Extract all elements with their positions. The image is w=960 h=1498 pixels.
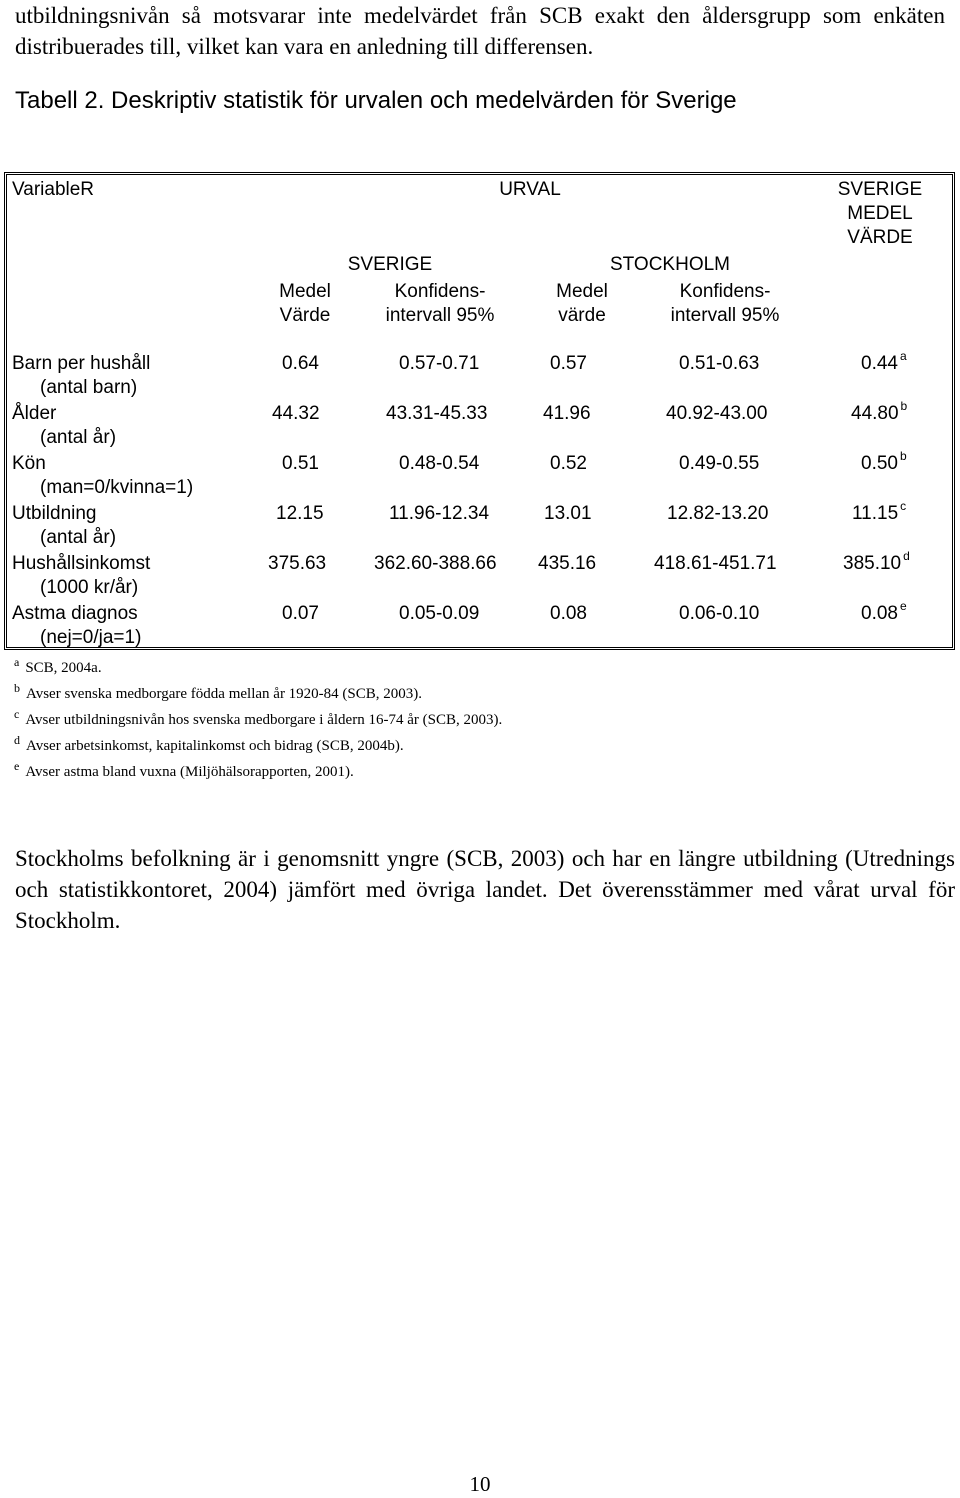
cell-stockholm-mean: 41.96 — [543, 403, 591, 424]
row-label: Hushållsinkomst — [12, 553, 151, 574]
cell-stockholm-mean: 0.57 — [550, 353, 587, 374]
header-variable: VariableR — [12, 179, 95, 200]
row-sublabel: (man=0/kvinna=1) — [40, 477, 194, 498]
cell-stockholm-ci: 418.61-451.71 — [654, 553, 777, 574]
footnote-text: SCB, 2004a. — [25, 660, 102, 676]
footnote-marker: e — [899, 598, 907, 613]
footnote-marker: b — [900, 398, 908, 413]
footnote-text: Avser arbetsinkomst, kapitalinkomst och bidrag (SCB, 2004b). — [26, 738, 404, 754]
header-konf-2a: Konfidens- — [679, 281, 771, 302]
footnote-marker: a — [899, 348, 907, 363]
cell-stockholm-ci: 0.51-0.63 — [679, 353, 760, 374]
national-value-text: 0.50 — [861, 453, 898, 474]
header-sverige-medel-3: VÄRDE — [847, 227, 913, 248]
table-caption: Tabell 2. Deskriptiv statistik för urvalen och medelvärden för Sverige — [15, 87, 737, 114]
cell-stockholm-mean: 13.01 — [544, 503, 592, 524]
cell-sverige-mean: 0.51 — [282, 453, 319, 474]
footnote-b — [14, 681, 423, 704]
cell-stockholm-mean: 435.16 — [538, 553, 597, 574]
row-label: Ålder — [12, 403, 57, 424]
header-varde-2: värde — [558, 305, 606, 326]
footnote-marker: d — [903, 548, 910, 563]
national-value-text: 44.80 — [851, 403, 899, 424]
footnote-mark: a — [14, 655, 20, 669]
cell-national-value — [861, 598, 907, 626]
cell-national-value — [851, 398, 908, 426]
header-medel-1: Medel — [279, 281, 331, 302]
national-value-text: 385.10 — [843, 553, 902, 574]
body-text: Stockholms befolkning är i genomsnitt yngre (SCB, 2003) och har en längre utbildning (Utrednings och statistikkontoret, 2004) jämfört med övriga landet. Det överensstämmer med vårat urval för Stockholm. — [15, 846, 955, 933]
footnote-mark: e — [14, 759, 20, 773]
cell-sverige-mean: 375.63 — [268, 553, 327, 574]
row-label: Astma diagnos — [12, 603, 138, 624]
footnote-mark: b — [14, 681, 20, 695]
intro-text: utbildningsnivån så motsvarar inte medelvärdet från SCB exakt den åldersgrupp som enkäten distribuerades till, vilket kan vara en anledning till differensen. — [15, 3, 945, 59]
footnote-text: Avser astma bland vuxna (Miljöhälsorapporten, 2001). — [25, 764, 354, 780]
header-konf-2b: intervall 95% — [670, 305, 780, 326]
footnote-mark: c — [14, 707, 20, 721]
header-group-stockholm: STOCKHOLM — [609, 254, 730, 275]
cell-sverige-mean: 0.64 — [282, 353, 319, 374]
cell-national-value — [843, 548, 910, 576]
cell-stockholm-ci: 0.49-0.55 — [679, 453, 760, 474]
footnote-marker: b — [899, 448, 907, 463]
cell-sverige-ci: 0.57-0.71 — [399, 353, 480, 374]
footnote-mark: d — [14, 733, 20, 747]
cell-stockholm-ci: 12.82-13.20 — [667, 503, 769, 524]
cell-stockholm-ci: 40.92-43.00 — [666, 403, 768, 424]
page-number: 10 — [469, 1472, 491, 1496]
header-sverige-medel-2: MEDEL — [847, 203, 913, 224]
national-value-text: 0.08 — [861, 603, 898, 624]
national-value-text: 11.15 — [852, 503, 899, 524]
header-group-sverige: SVERIGE — [347, 254, 433, 275]
header-varde-1: Värde — [279, 305, 331, 326]
row-sublabel: (antal barn) — [40, 377, 138, 398]
footnote-c — [14, 707, 503, 730]
row-sublabel: (1000 kr/år) — [40, 577, 139, 598]
cell-national-value — [852, 498, 907, 526]
cell-stockholm-mean: 0.52 — [550, 453, 587, 474]
footnote-marker: c — [900, 498, 907, 513]
cell-sverige-ci: 362.60-388.66 — [374, 553, 497, 574]
footnote-a — [14, 655, 102, 678]
footnote-e — [14, 759, 354, 782]
cell-sverige-ci: 0.48-0.54 — [399, 453, 480, 474]
header-sverige-medel-1: SVERIGE — [837, 179, 923, 200]
footnote-d — [14, 733, 404, 756]
cell-sverige-mean: 12.15 — [276, 503, 324, 524]
row-sublabel: (nej=0/ja=1) — [40, 627, 142, 648]
footnote-text: Avser utbildningsnivån hos svenska medborgare i åldern 16-74 år (SCB, 2003). — [25, 712, 503, 728]
row-label: Utbildning — [12, 503, 97, 524]
header-urval: URVAL — [499, 179, 561, 200]
intro-paragraph — [15, 0, 945, 62]
row-sublabel: (antal år) — [40, 427, 117, 448]
row-label: Kön — [12, 453, 46, 474]
footnote-text: Avser svenska medborgare födda mellan år 1920-84 (SCB, 2003). — [26, 686, 423, 702]
cell-sverige-ci: 43.31-45.33 — [386, 403, 488, 424]
cell-sverige-mean: 44.32 — [272, 403, 320, 424]
cell-sverige-ci: 11.96-12.34 — [389, 503, 490, 524]
row-label: Barn per hushåll — [12, 353, 151, 374]
header-konf-1b: intervall 95% — [385, 305, 495, 326]
cell-stockholm-mean: 0.08 — [550, 603, 587, 624]
header-konf-1a: Konfidens- — [394, 281, 486, 302]
cell-stockholm-ci: 0.06-0.10 — [679, 603, 760, 624]
national-value-text: 0.44 — [861, 353, 898, 374]
row-sublabel: (antal år) — [40, 527, 117, 548]
cell-national-value — [861, 348, 907, 376]
cell-national-value — [861, 448, 907, 476]
cell-sverige-ci: 0.05-0.09 — [399, 603, 480, 624]
header-medel-2: Medel — [556, 281, 608, 302]
body-paragraph — [15, 843, 955, 936]
cell-sverige-mean: 0.07 — [282, 603, 319, 624]
